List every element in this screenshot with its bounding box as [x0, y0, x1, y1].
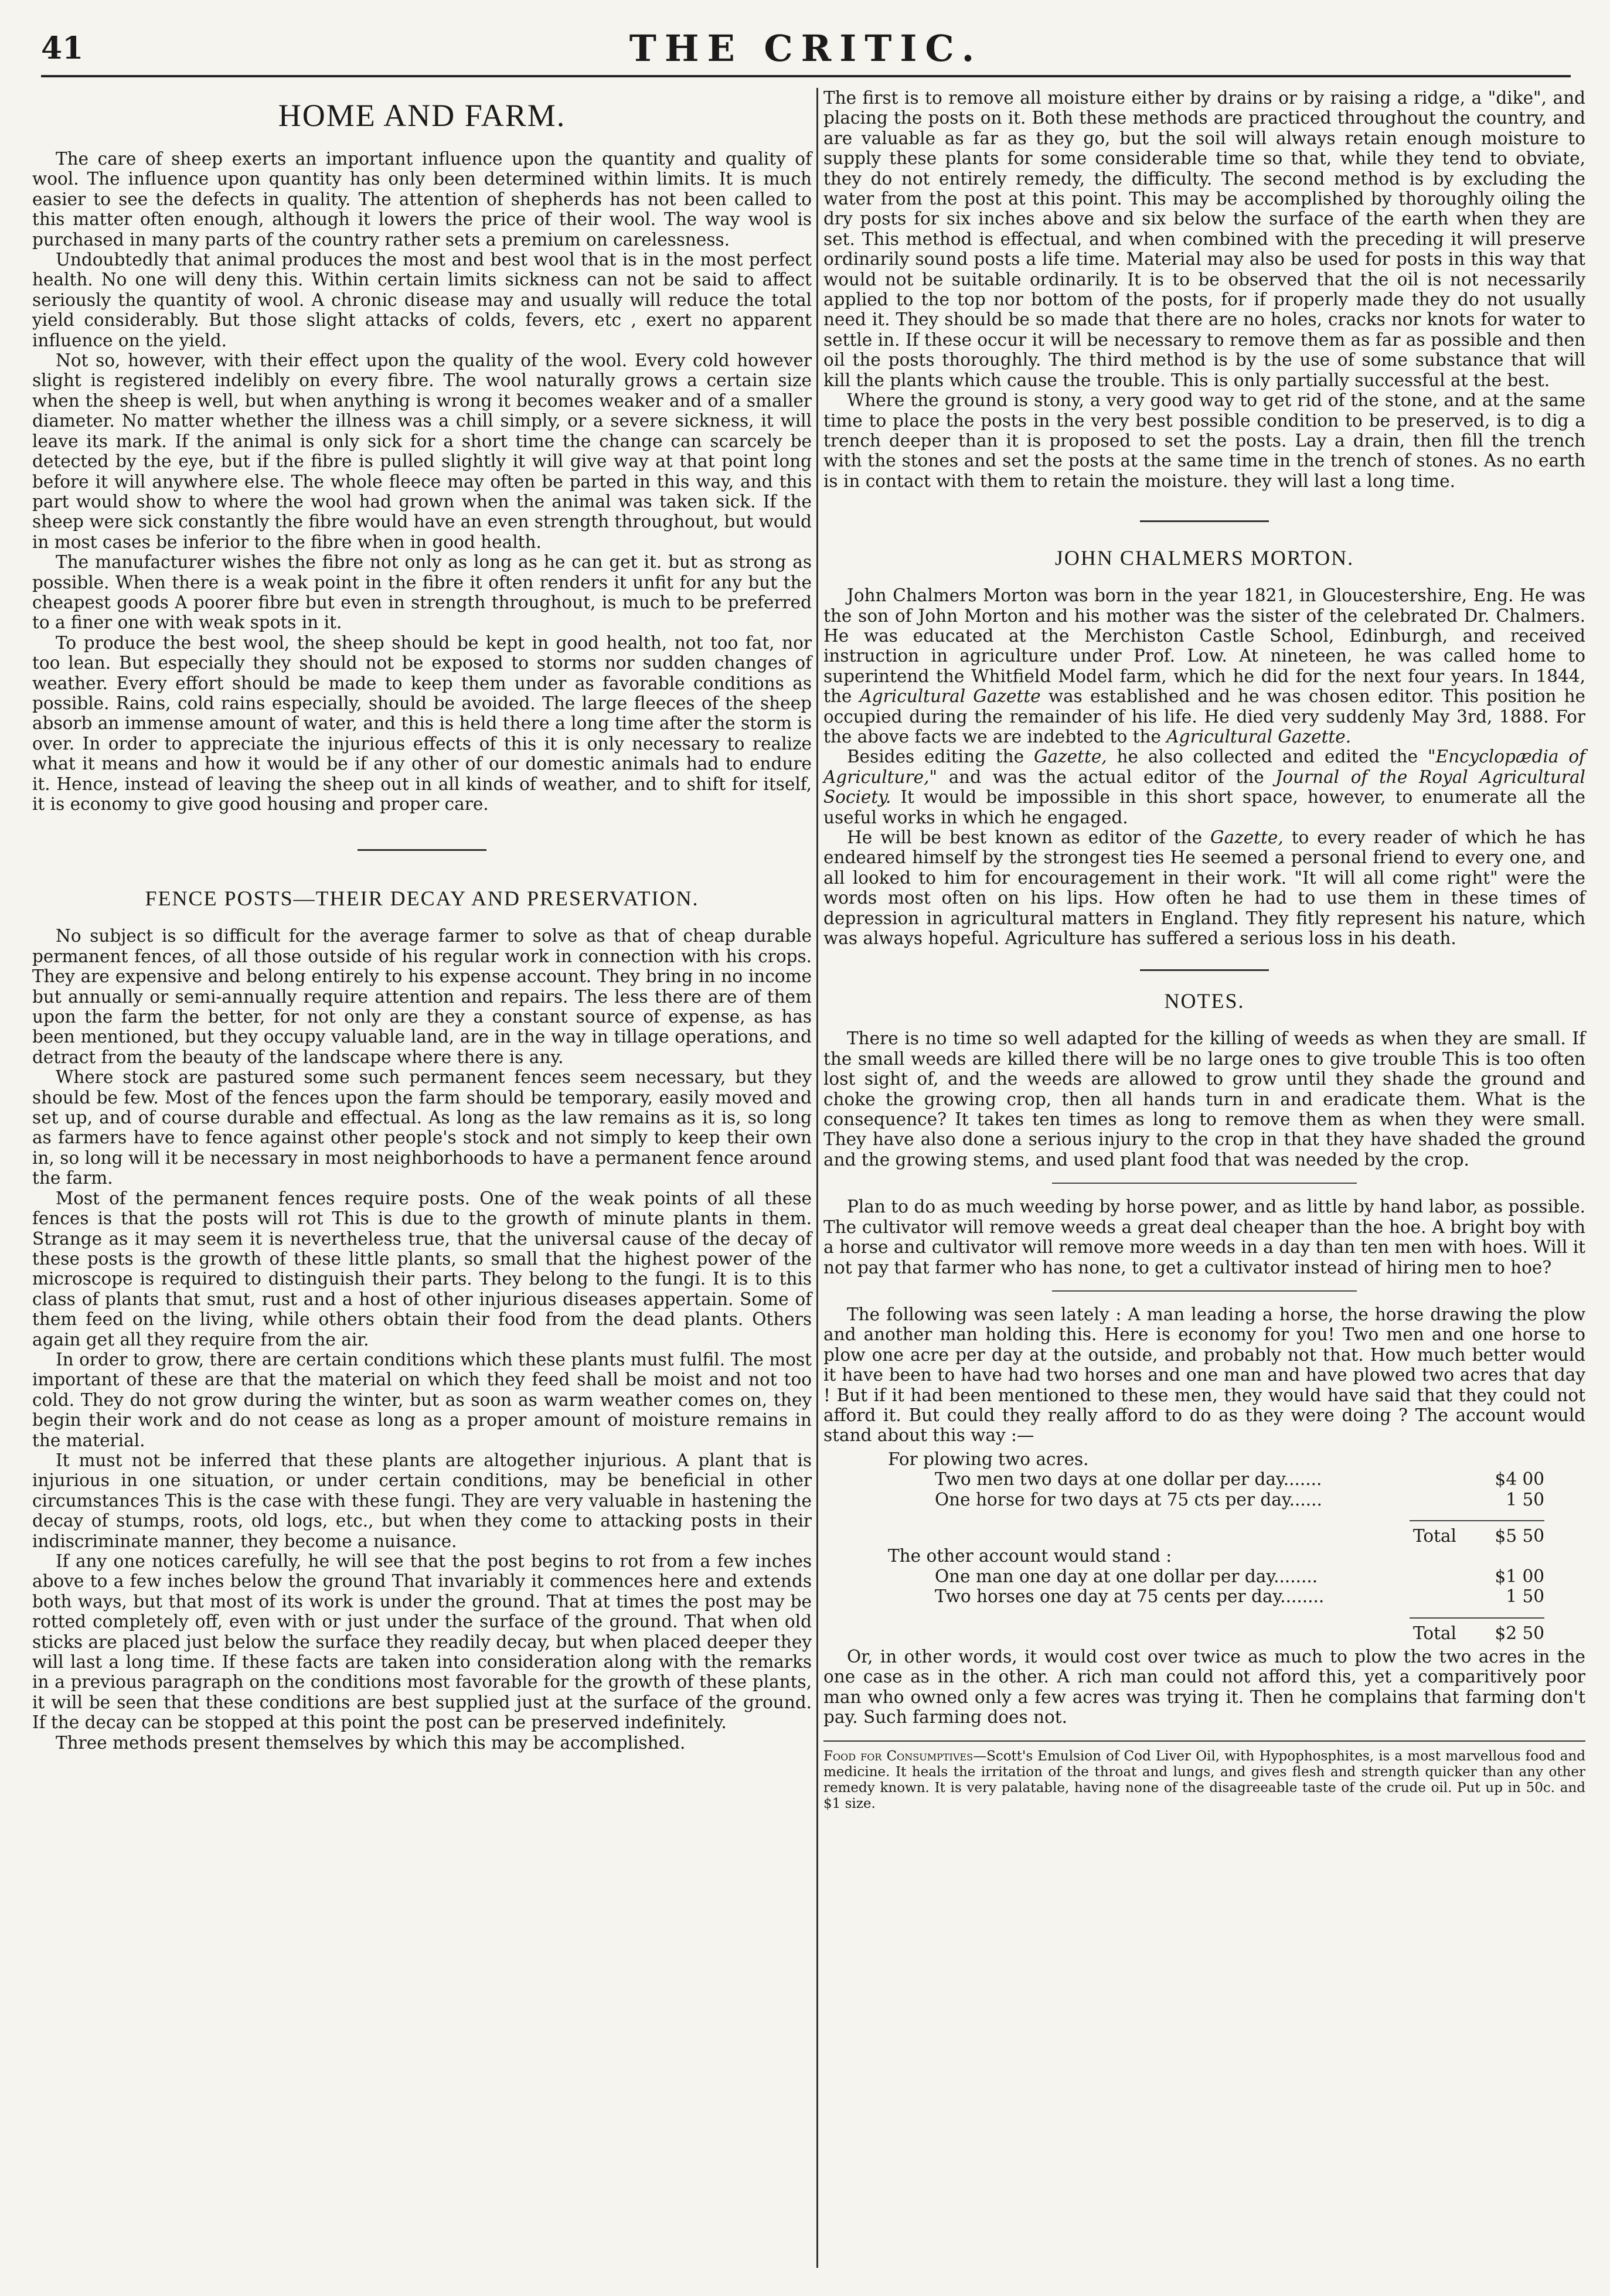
morton-title: JOHN CHALMERS MORTON. — [1054, 546, 1354, 570]
account-line: Two men two days at one dollar per day....... — [935, 1469, 1322, 1490]
text-run: to every reader of which he has endeared himself by the strongest ties He seemed a personal friend to every one, and all looked to him for encouragement in their work. "It will all come right" were the words most often on his lips. How often he had to use them in these times of depression in agricultural matters in England. They fitly represent his nature, which was always hopeful. Agriculture has suffered a serious loss in his death. — [823, 827, 1585, 949]
article-paragraph: Where the ground is stony, a very good way to get rid of the stone, and at the same time to place the posts in the very best possible condition to be preserved, is to dig a trench deeper than it is proposed to set the posts. Lay a drain, then fill the trench with the stones and set the posts at the same time in the trench of stones. As no earth is in contact with them to retain the moisture. they will last a long time. — [823, 390, 1585, 491]
text-run: " and was the actual editor of the — [929, 767, 1264, 787]
home-and-farm-title: HOME AND FARM. — [278, 98, 566, 133]
article-paragraph: Undoubtedly that animal produces the most and best wool that is in the most perfect health. No one will deny this. Within certain limits sickness can not be said to affect seriously the quantity of wool. A chronic disease may and usually will reduce the total yield considerably. But those slight attacks of colds, fevers, etc , exert no apparent influence on the yield. — [32, 250, 812, 350]
article-paragraph: If any one notices carefully, he will see that the post begins to rot from a few inches above to a few inches below the ground That invariably it commences here and extends both ways, but that most of its work is under the ground. That at times the post may be rotted completely off, even with or just under the surface of the ground. That when old sticks are placed just below the surface they readily decay, but when placed deeper they will last a long time. If these facts are taken into consideration along with the remarks in a previous paragraph on the conditions most favorable for the growth of these plants, it will be seen that these conditions are best supplied just at the surface of the ground. If the decay can be stopped at this point the post can be preserved indefinitely. — [32, 1551, 812, 1733]
account-row — [823, 1566, 1585, 1586]
account-total-row — [823, 1526, 1585, 1546]
account-line: One man one day at one dollar per day........ — [935, 1566, 1318, 1586]
text-run: Besides editing the — [847, 747, 1024, 767]
section-divider — [1140, 969, 1269, 971]
account-amount: 1 50 — [1506, 1586, 1544, 1607]
note-divider — [1052, 1183, 1357, 1184]
publication-title: Encyclopædia of Agriculture, — [823, 747, 1585, 787]
text-run: It would be impossible in this short space, however, to enumerate all the useful works in which he engaged. — [823, 787, 1585, 827]
article-paragraph: Most of the permanent fences require posts. One of the weak points of all these fences is that the posts will rot This is due to the growth of minute plants in them. Strange as it may seem it is nevertheless true, that the universal cause of the decay of these posts is the growth of these little plants, so small that the highest power of the microscope is required to distinguish their parts. They belong to the fungi. It is to this class of plants that smut, rust and a host of other injurious diseases appertain. Some of them feed on the living, while others obtain their food from the dead plants. Others again get all they require from the air. — [32, 1188, 812, 1350]
account-row — [823, 1490, 1585, 1510]
page-number: 41 — [41, 30, 84, 66]
account-line: Two horses one day at 75 cents per day........ — [935, 1586, 1325, 1607]
masthead: THE CRITIC. — [629, 27, 983, 70]
total-rule — [1410, 1617, 1544, 1619]
note-paragraph: Or, in other words, it would cost over twice as much to plow the two acres in the one case as in the other. A rich man could not afford this, yet a comparitively poor man who owned only a few acres was trying it. Then he complains that farming don't pay. Such farming does not. — [823, 1647, 1585, 1728]
total-label: Total — [1412, 1623, 1456, 1643]
article-paragraph: Three methods present themselves by which this may be accomplished. — [56, 1732, 686, 1753]
account-line: One horse for two days at 75 cts per day...... — [935, 1489, 1322, 1510]
account-amount: $4 00 — [1495, 1469, 1544, 1490]
account-row — [823, 1586, 1585, 1606]
section-divider — [1140, 520, 1269, 522]
left-column — [32, 88, 812, 1753]
account-heading: The other account would stand : — [888, 1546, 1172, 1566]
account-amount: 1 50 — [1506, 1489, 1544, 1510]
account-total-row — [823, 1623, 1585, 1643]
total-amount: $5 50 — [1495, 1525, 1544, 1546]
note-paragraph: Plan to do as much weeding by horse power, and as little by hand labor, as possible. The cultivator will remove weeds a great deal cheaper than the hoe. A bright boy with a horse and cultivator will remove more weeds in a day than ten men with hoes. Will it not pay that farmer who has none, to get a cultivator instead of hiring men to hoe? — [823, 1197, 1585, 1278]
account-heading: For plowing two acres. — [888, 1449, 1089, 1469]
article-paragraph: It must not be inferred that these plants are altogether injurious. A plant that is injurious in one situation, or under certain conditions, may be beneficial in other circumstances This is the case with these fungi. They are very valuable in hastening the decay of stumps, roots, old logs, etc., but when they come to attacking posts in their indiscriminate manner, they become a nuisance. — [32, 1450, 812, 1551]
article-paragraph: The first is to remove all moisture either by drains or by raising a ridge, a "dike", and placing the posts on it. Both these methods are practiced throughout the country, and are valuable as far as they go, but the soil will always retain enough moisture to supply these plants for some considerable time so that, while they tend to obviate, they do not entirely remedy, the difficulty. The second method is by excluding the water from the post at this point. This may be accomplished by thoroughly oiling the dry posts for six inches above and six below the surface of the earth when they are set. This method is effectual, and when combined with the preceding it will preserve ordinarily sound posts a life time. Material may also be used for posts in this way that would not be suitable ordinarily. It is to be observed that the oil is not necessarily applied to the top nor bottom of the posts, for if properly made they do not usually need it. They should be so made that there are no holes, cracks nor knots for water to settle in. If these occur it will be necessary to remove them as far as possible and then oil the posts thoroughly. The third method is by the use of some substance that will kill the plants which cause the trouble. This is only partially successful at the best. — [823, 88, 1585, 390]
account-table — [823, 1449, 1585, 1643]
article-paragraph — [823, 585, 1585, 747]
text-run: John Chalmers Morton was born in the year 1821, in Gloucestershire, Eng. He was the son of John Morton and his mother was the sister of the celebrated Dr. Chalmers. He was educated at the Merchiston Castle School, Edinburgh, and received instruction in agriculture under Prof. Low. At nineteen, he was called home to superintend the Whitfield Model farm, which he did for the next four years. In 1844, the — [823, 585, 1585, 707]
publication-title: Agricultural Gazette. — [1166, 726, 1352, 747]
text-run: was established and he was chosen editor. This position he occupied during the remainder of his life. He died very suddenly May 3rd, 1888. For the above facts we are indebted to the — [823, 686, 1585, 747]
article-paragraph: In order to grow, there are certain conditions which these plants must fulfil. The most important of these are that the material on which they feed shall be moist and not too cold. They do not grow during the winter, but as soon as warm weather comes on, they begin their work and do not cease as long as a proper amount of moisture remains in the material. — [32, 1349, 812, 1450]
note-paragraph: The following was seen lately : A man leading a horse, the horse drawing the plow and another man holding this. Here is economy for you! Two men and one horse to plow one acre per day at the outside, and probably not that. How much better would it have been to have had two horses and one man and have plowed two acres that day ! But if it had been mentioned to these men, they would have said that they could not afford it. But could they really afford to do as they were doing ? The account would stand about this way :— — [823, 1304, 1585, 1446]
right-column — [823, 88, 1585, 1812]
advertisement — [823, 1740, 1585, 1812]
publication-title: Gazette, — [1033, 747, 1107, 767]
column-rule — [816, 88, 818, 2268]
page-header — [41, 22, 1571, 77]
text-run: he also collected and edited the " — [1117, 747, 1436, 767]
publication-title: Journal of the Royal Agricultural Society. — [823, 767, 1585, 808]
total-label: Total — [1412, 1525, 1456, 1546]
article-paragraph: The care of sheep exerts an important influence upon the quantity and quality of wool. The influence upon quantity has only been determined within limits. It is much easier to see the defects in quality. The attention of shepherds has not been called to this matter often enough, although it lowers the price of their wool. The way wool is purchased in many parts of the country rather sets a premium on carelessness. — [32, 149, 812, 250]
publication-title: Agricultural Gazette — [859, 686, 1041, 707]
text-run: He will be best known as editor of the — [847, 827, 1203, 847]
account-amount: $1 00 — [1495, 1566, 1544, 1586]
article-paragraph — [823, 827, 1585, 948]
article-paragraph: To produce the best wool, the sheep should be kept in good health, not too fat, nor too lean. But especially they should not be exposed to storms nor sudden changes of weather. Every effort should be made to keep them under as favorable conditions as possible. Rains, cold rains especially, should be avoided. The large fleeces of the sheep absorb an immense amount of water, and this is held there a long time after the storm is over. In order to appreciate the injurious effects of this it is only necessary to realize what it means and how it would be if any other of our domestic animals had to endure it. Hence, instead of leaving the sheep out in all kinds of weather, and to shift for itself, it is economy to give good housing and proper care. — [32, 632, 812, 814]
fence-posts-title: FENCE POSTS—THEIR DECAY AND PRESERVATION. — [145, 887, 699, 911]
notes-title: NOTES. — [1164, 989, 1245, 1013]
note-divider — [1052, 1290, 1357, 1292]
article-paragraph — [823, 747, 1585, 827]
article-paragraph: Not so, however, with their effect upon the quality of the wool. Every cold however slight is registered indelibly on every fibre. The wool naturally grows a certain size when the sheep is well, but when anything is wrong it becomes weaker and of a smaller diameter. No matter whether the illness was a chill simply, or a severe sickness, it will leave its mark. If the animal is only sick for a short time the change can scarcely be detected by the eye, but if the fibre is pulled slightly it will give way at that point long before it will anywhere else. The whole fleece may often be parted in this way, and this part would show to where the wool had grown when the animal was taken sick. If the sheep were sick constantly the fibre would have an even strength throughout, but would in most cases be inferior to the fibre when in good health. — [32, 350, 812, 552]
note-paragraph: There is no time so well adapted for the killing of weeds as when they are small. If the small weeds are killed there will be no large ones to give trouble This is too often lost sight of, and the weeds are allowed to grow until they shade the ground and choke the growing crop, then all hands turn in and eradicate them. What is the consequence? It takes ten times as long to remove them as when they were small. They have also done a serious injury to the crop in that they have shaded the ground and the growing stems, and used plant food that was needed by the crop. — [823, 1028, 1585, 1170]
ad-heading: Food for Consumptives — [823, 1748, 974, 1764]
total-rule — [1410, 1520, 1544, 1521]
total-amount: $2 50 — [1495, 1623, 1544, 1643]
article-paragraph: No subject is so difficult for the average farmer to solve as that of cheap durable permanent fences, of all those outside of his regular work in connection with his crops. They are expensive and belong entirely to his expense account. They bring in no income but annually or semi-annually require attention and repairs. The less there are of them upon the farm the better, for not only are they a constant source of expense, as has been mentioned, but they occupy valuable land, are in the way in tillage operations, and detract from the beauty of the landscape where there is any. — [32, 926, 812, 1067]
ad-text: —Scott's Emulsion of Cod Liver Oil, with Hypophosphites, is a most marvellous food and medicine. It heals the irritation of the throat and lungs, and gives flesh and strength quicker than any other remedy known. It is very palatable, having none of the disagreeable taste of the crude oil. Put up in 50c. and $1 size. — [823, 1748, 1585, 1811]
article-paragraph: The manufacturer wishes the fibre not only as long as he can get it. but as strong as possible. When there is a weak point in the fibre it often renders it unfit for any but the cheapest goods A poorer fibre but even in strength throughout, is much to be preferred to a finer one with weak spots in it. — [32, 552, 812, 633]
publication-title: Gazette, — [1210, 827, 1284, 847]
section-divider — [358, 849, 486, 851]
account-row — [823, 1469, 1585, 1489]
article-paragraph: Where stock are pastured some such permanent fences seem necessary, but they should be few. Most of the fences upon the farm should be temporary, easily moved and set up, and of course durable and effectual. As long as the law remains as it is, so long as farmers have to fence against other people's stock and not simply to keep their own in, so long will it be necessary in most neighborhoods to have a permanent fence around the farm. — [32, 1067, 812, 1188]
